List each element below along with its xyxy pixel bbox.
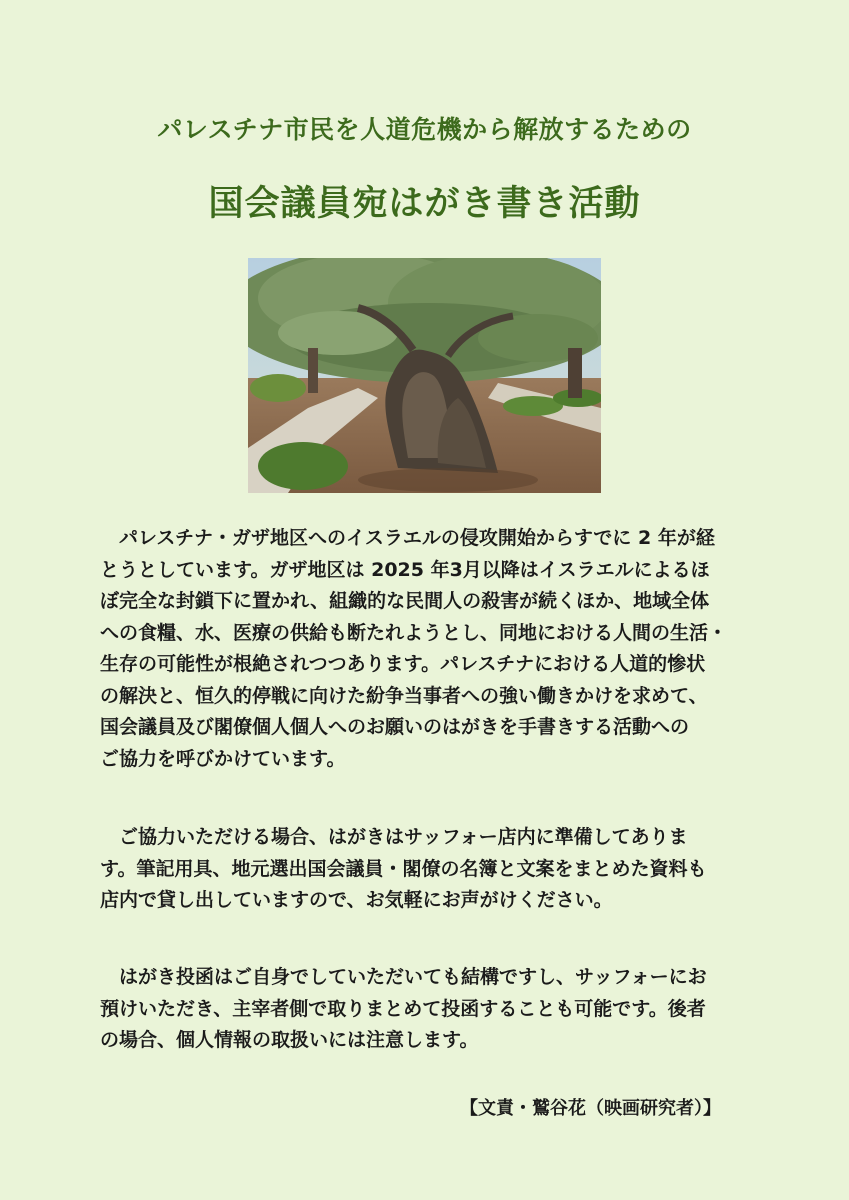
paragraph-line: す。筆記用具、地元選出国会議員・閣僚の名簿と文案をまとめた資料も bbox=[100, 857, 707, 880]
paragraph-line: ご協力を呼びかけています。 bbox=[100, 747, 346, 770]
paragraph-intro bbox=[100, 523, 750, 775]
paragraph-line: 店内で貸し出していますので、お気軽にお声がけください。 bbox=[100, 889, 613, 911]
page-title: 国会議員宛はがき書き活動 bbox=[208, 184, 641, 224]
paragraph-line: の場合、個人情報の取扱いには注意します。 bbox=[100, 1029, 479, 1051]
paragraph-line: 預けいただき、主宰者側で取りまとめて投函することも可能です。後者 bbox=[100, 997, 706, 1020]
paragraph-mailing bbox=[100, 962, 750, 1057]
olive-tree-photo bbox=[248, 258, 601, 493]
paragraph-line: の解決と、恒久的停戦に向けた紛争当事者への強い働きかけを求めて、 bbox=[100, 684, 708, 707]
paragraph-line: ご協力いただける場合、はがきはサッフォー店内に準備してありま bbox=[100, 826, 688, 848]
paragraph-line: 国会議員及び閣僚個人個人へのお願いのはがきを手書きする活動への bbox=[100, 716, 690, 738]
paragraph-line: 生存の可能性が根絶されつつあります。パレスチナにおける人道的惨状 bbox=[100, 653, 706, 675]
paragraph-line: ぼ完全な封鎖下に置かれ、組織的な民間人の殺害が続くほか、地域全体 bbox=[100, 590, 710, 612]
paragraph-line: パレスチナ・ガザ地区へのイスラエルの侵攻開始からすでに 2 年が経 bbox=[100, 527, 715, 549]
title-line-1: パレスチナ市民を人道危機から解放するための bbox=[157, 115, 692, 144]
paragraph-line: への食糧、水、医療の供給も断たれようとし、同地における人間の生活・ bbox=[100, 621, 728, 644]
author-credit: 【文責・鷲谷花（映画研究者）】 bbox=[460, 1098, 721, 1119]
paragraph-line: はがき投函はご自身でしていただいても結構ですし、サッフォーにお bbox=[100, 966, 707, 988]
paragraph-line: とうとしています。ガザ地区は 2025 年3月以降はイスラエルによるほ bbox=[100, 558, 710, 581]
paragraph-cooperation bbox=[100, 822, 750, 917]
